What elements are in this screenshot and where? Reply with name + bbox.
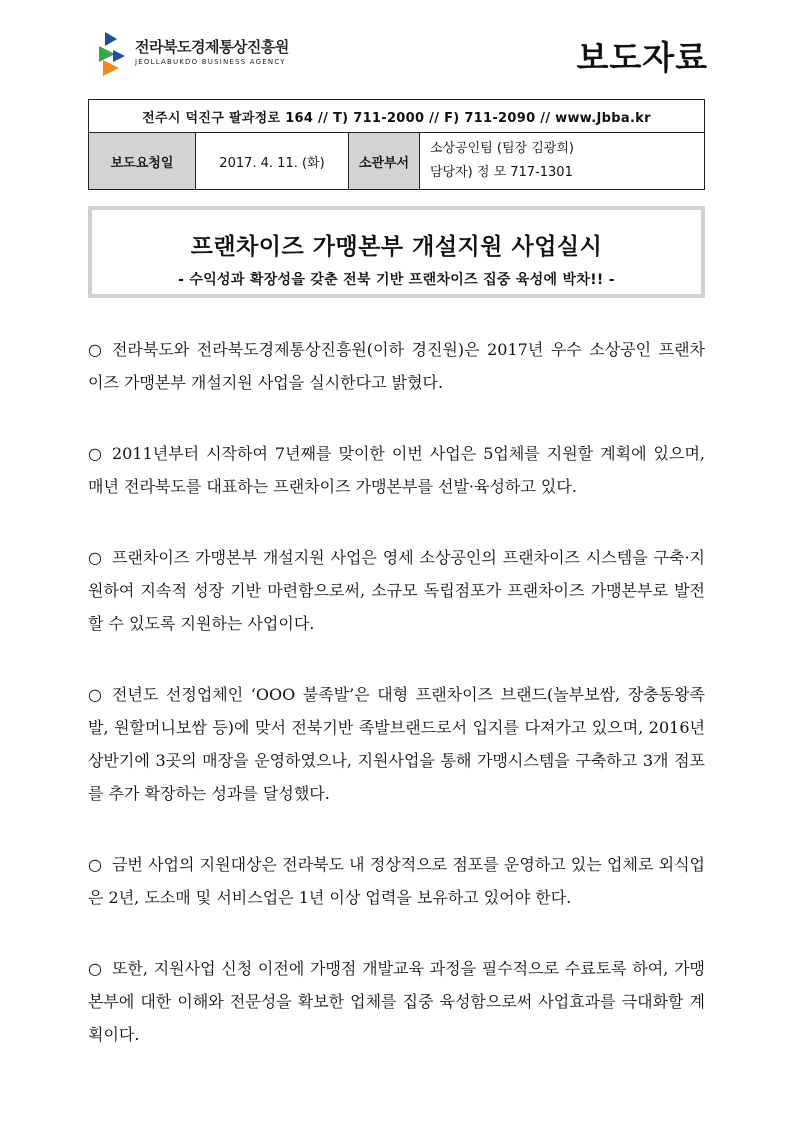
paragraph	[88, 333, 705, 399]
press-info-table	[88, 99, 705, 190]
document-type-title: 보도자료	[576, 38, 708, 77]
article-body	[88, 333, 705, 1089]
bullet-icon: ○	[88, 959, 102, 978]
department-contact	[420, 133, 705, 190]
bullet-icon: ○	[88, 685, 102, 704]
paragraph-text: 또한, 지원사업 신청 이전에 가맹점 개발교육 과정을 필수적으로 수료토록 하여, 가맹본부에 대한 이해와 전문성을 확보한 업체를 집중 육성함으로써 사업효과를 극대화할 계획이다.	[88, 959, 705, 1044]
address-line: 전주시 덕진구 팔과정로 164 // T) 711-2000 // F) 711-2090 // www.Jbba.kr	[89, 100, 705, 133]
org-name-english: JEOLLABUKDO BUSINESS AGENCY	[135, 58, 286, 66]
agency-logo-icon	[95, 30, 131, 76]
paragraph-text: 금번 사업의 지원대상은 전라북도 내 정상적으로 점포를 운영하고 있는 업체로 외식업은 2년, 도소매 및 서비스업은 1년 이상 업력을 보유하고 있어야 한다.	[88, 855, 705, 907]
request-date-label: 보도요청일	[89, 133, 196, 190]
paragraph-text: 2011년부터 시작하여 7년째를 맞이한 이번 사업은 5업체를 지원할 계획에 있으며, 매년 전라북도를 대표하는 프랜차이즈 가맹본부를 선발·육성하고 있다.	[88, 444, 705, 496]
paragraph	[88, 848, 705, 914]
department-name: 소상공인팀 (팀장 김광희)	[430, 141, 574, 156]
headline-box	[88, 206, 705, 298]
paragraph	[88, 952, 705, 1051]
bullet-icon: ○	[88, 855, 102, 874]
contact-person: 담당자) 정 모 717-1301	[430, 165, 573, 180]
paragraph	[88, 437, 705, 503]
paragraph-text: 프랜차이즈 가맹본부 개설지원 사업은 영세 소상공인의 프랜차이즈 시스템을 구축·지원하여 지속적 성장 기반 마련함으로써, 소규모 독립점포가 프랜차이즈 가맹본부로 발전할 수 있도록 지원하는 사업이다.	[88, 548, 705, 633]
bullet-icon: ○	[88, 340, 102, 359]
paragraph-text: 전년도 선정업체인 ‘OOO 불족발’은 대형 프랜차이즈 브랜드(놀부보쌈, 장충동왕족발, 원할머니보쌈 등)에 맞서 전북기반 족발브랜드로서 입지를 다져가고 있으며, 2016년 상반기에 3곳의 매장을 운영하였으나, 지원사업을 통해 가맹시스템을 구축하고 3개 점포를 추가 확장하는 성과를 달성했다.	[88, 685, 705, 803]
bullet-icon: ○	[88, 444, 102, 463]
org-logo	[95, 30, 335, 78]
org-name-korean: 전라북도경제통상진흥원	[135, 38, 289, 56]
bullet-icon: ○	[88, 548, 102, 567]
paragraph	[88, 678, 705, 810]
headline-subtitle: - 수익성과 확장성을 갖춘 전북 기반 프랜차이즈 집중 육성에 박차!! -	[178, 272, 615, 288]
request-date: 2017. 4. 11. (화)	[196, 133, 349, 190]
paragraph	[88, 541, 705, 640]
department-label: 소관부서	[349, 133, 420, 190]
paragraph-text: 전라북도와 전라북도경제통상진흥원(이하 경진원)은 2017년 우수 소상공인 프랜차이즈 가맹본부 개설지원 사업을 실시한다고 밝혔다.	[88, 340, 705, 392]
headline-title: 프랜차이즈 가맹본부 개설지원 사업실시	[190, 234, 603, 260]
